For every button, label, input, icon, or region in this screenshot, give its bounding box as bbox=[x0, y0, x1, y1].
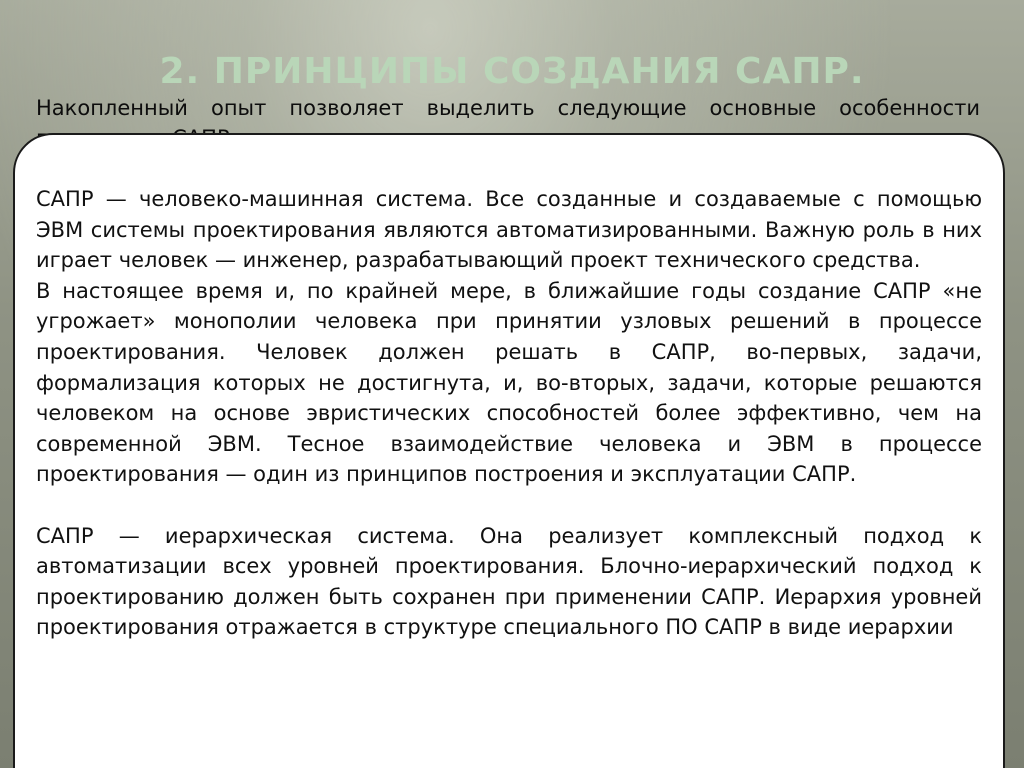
paragraph-hierarchical: САПР — иерархическая система. Она реализует комплексный подход к автоматизации всех уровней проектирования. Блочно-иерархический подход к проектированию должен быть сохранен при применении САПР. Иерархия уровней проектирования отражается в структуре специального ПО САПР в виде иерархии bbox=[36, 523, 982, 640]
paragraph-human-machine: САПР — человеко-машинная система. Все созданные и создаваемые с помощью ЭВМ системы проектирования являются автоматизированными. Важную роль в них играет человек — инженер, разрабатывающий проект технического средства. bbox=[36, 187, 982, 273]
paragraph-current-time: В настоящее время и, по крайней мере, в ближайшие годы создание САПР «не угрожает» монополии человека при принятии узловых решений в процессе проектирования. Человек должен решать в САПР, во-первых, задачи, формализация которых не достигнута, и, во-вторых, задачи, которые решаются человеком на основе эвристических способностей более эффективно, чем на современной ЭВМ. Тесное взаимодействие человека и ЭВМ в процессе проектирования — один из принципов построения и эксплуатации САПР. bbox=[36, 278, 982, 487]
panel-body bbox=[36, 184, 982, 643]
paragraph-gap bbox=[36, 490, 982, 521]
slide-title: 2. ПРИНЦИПЫ СОЗДАНИЯ САПР. bbox=[159, 51, 865, 92]
content-panel bbox=[13, 133, 1005, 768]
intro-text: Накопленный опыт позволяет выделить следующие основные особенности bbox=[36, 96, 980, 120]
